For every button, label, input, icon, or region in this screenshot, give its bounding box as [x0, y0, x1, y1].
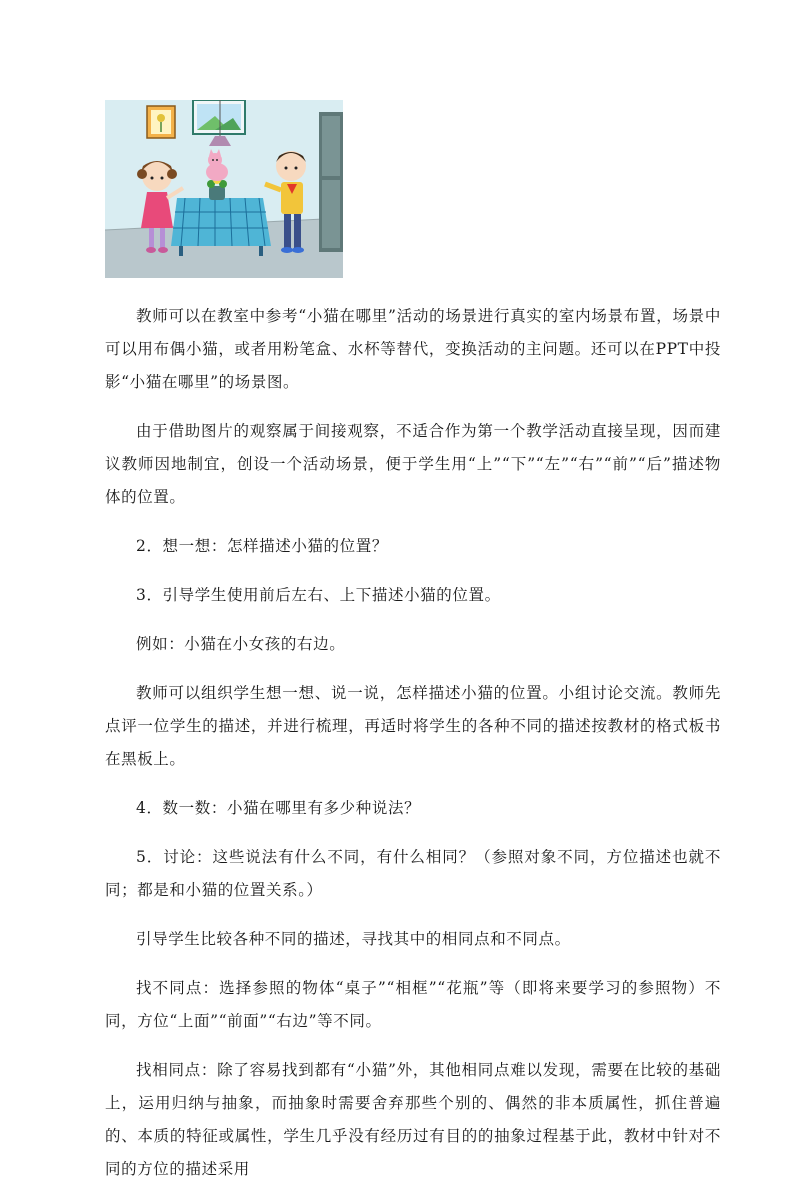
paragraph-step-2: 2．想一想：怎样描述小猫的位置？: [136, 537, 388, 555]
paragraph-step-3: 3．引导学生使用前后左右、上下描述小猫的位置。: [136, 586, 501, 604]
paragraph-step-4: 4．数一数：小猫在哪里有多少种说法？: [136, 799, 421, 817]
paragraph-differences: 找不同点：选择参照的物体“桌子”“相框”“花瓶”等（即将来要学习的参照物）不同，方位“上面”“前面”“右边”等不同。: [105, 979, 721, 1030]
cat-scene-illustration: [105, 100, 343, 278]
paragraph-scene-setup: 教师可以在教室中参考“小猫在哪里”活动的场景进行真实的室内场景布置，场景中可以用布偶小猫，或者用粉笔盒、水杯等替代，变换活动的主问题。还可以在PPT中投影“小猫在哪里”的场景图。: [105, 307, 721, 391]
paragraph-example: 例如：小猫在小女孩的右边。: [136, 635, 346, 653]
paragraph-indirect-observation: 由于借助图片的观察属于间接观察，不适合作为第一个教学活动直接呈现，因而建议教师因地制宜，创设一个活动场景，便于学生用“上”“下”“左”“右”“前”“后”描述物体的位置。: [105, 422, 721, 506]
document-body: [105, 300, 721, 1202]
paragraph-group-discussion: 教师可以组织学生想一想、说一说，怎样描述小猫的位置。小组讨论交流。教师先点评一位学生的描述，并进行梳理，再适时将学生的各种不同的描述按教材的格式板书在黑板上。: [105, 684, 721, 768]
paragraph-compare: 引导学生比较各种不同的描述，寻找其中的相同点和不同点。: [136, 930, 571, 948]
classroom-scene-image: [105, 100, 343, 278]
paragraph-step-5: 5．讨论：这些说法有什么不同，有什么相同？（参照对象不同，方位描述也就不同；都是和小猫的位置关系。）: [105, 848, 721, 899]
paragraph-similarities: 找相同点：除了容易找到都有“小猫”外，其他相同点难以发现，需要在比较的基础上，运用归纳与抽象，而抽象时需要舍弃那些个别的、偶然的非本质属性，抓住普遍的、本质的特征或属性，学生几乎没有经历过有目的的抽象过程基于此，教材中针对不同的方位的描述采用: [105, 1061, 721, 1178]
